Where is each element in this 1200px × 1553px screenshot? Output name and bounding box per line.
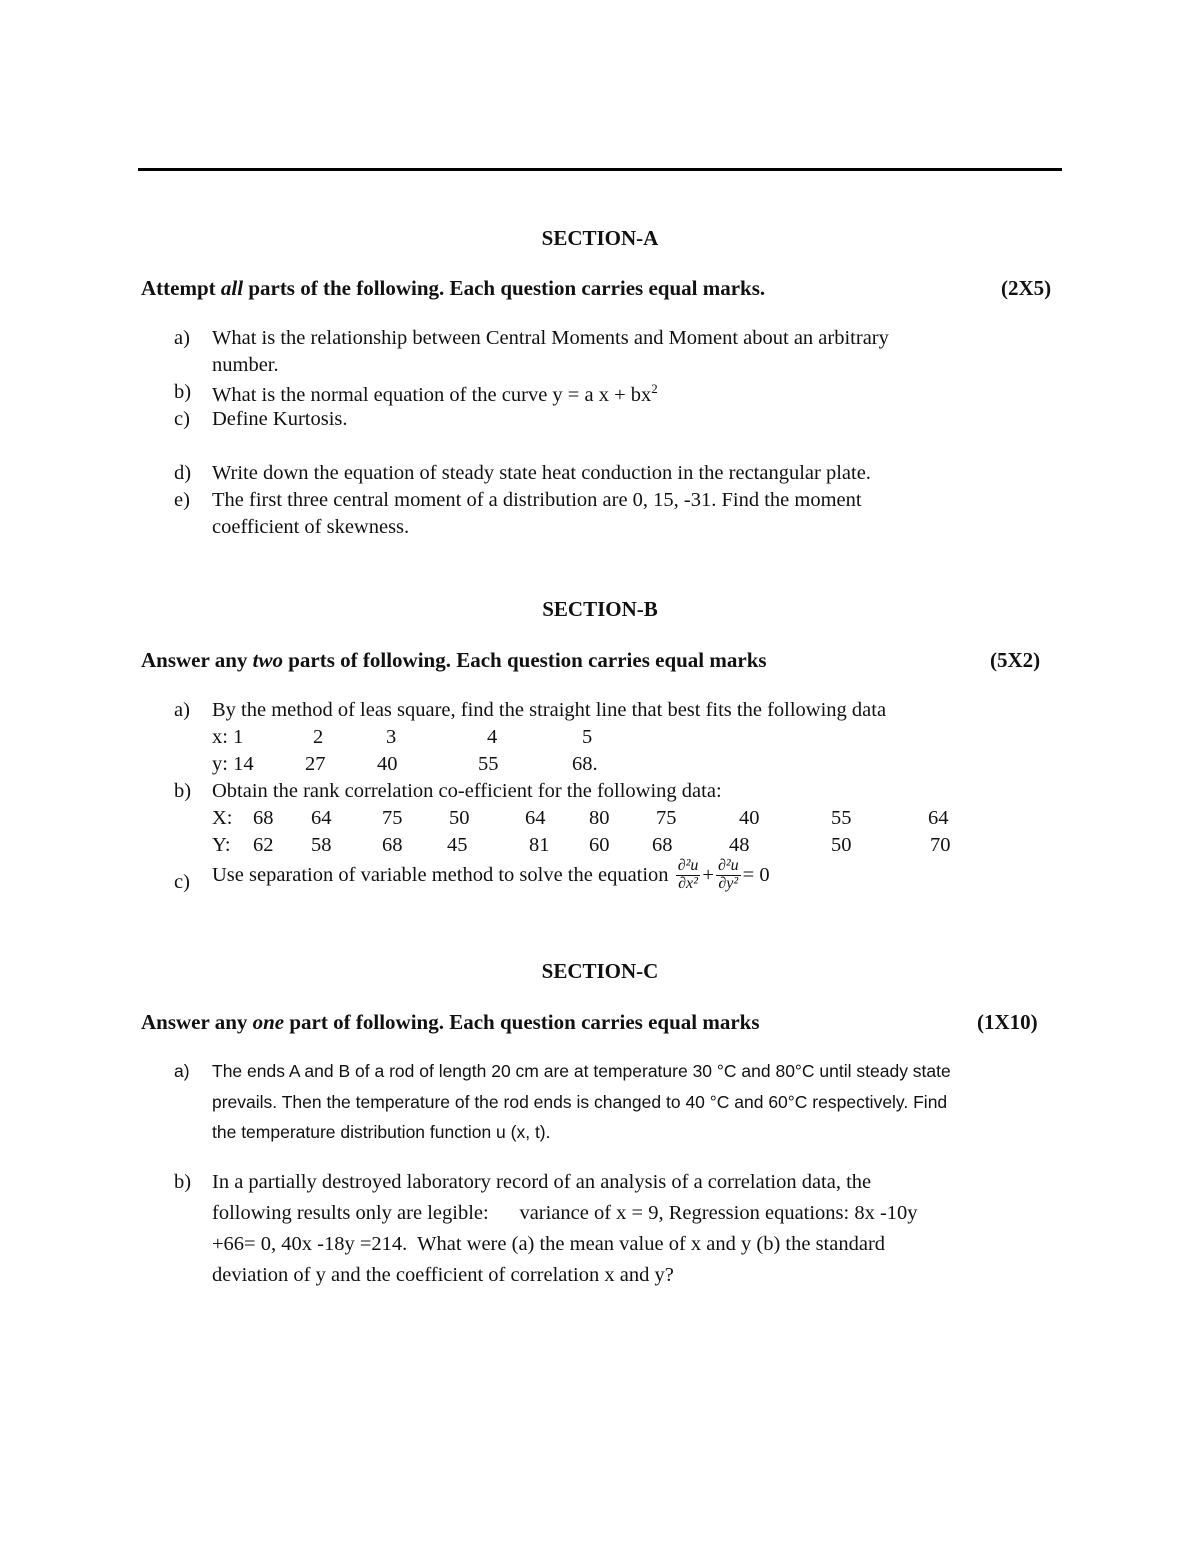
section-c-heading: SECTION-C bbox=[541, 959, 659, 983]
pde-fraction-x: $\frac{\text{∂²u}}{\text{∂x²}}$ bbox=[677, 857, 699, 892]
top-rule bbox=[138, 168, 1062, 171]
section-c-marks: (1X10) bbox=[977, 1010, 1038, 1034]
section-a-heading: SECTION-A bbox=[541, 226, 659, 250]
pde-fraction-y: $\frac{\text{∂²u}}{\text{∂y²}}$ bbox=[717, 857, 739, 892]
section-b-heading: SECTION-B bbox=[542, 597, 658, 621]
section-a-marks: (2X5) bbox=[1001, 276, 1052, 300]
section-b-instruction: Answer any two parts of following. Each question carries equal marks bbox=[141, 648, 767, 672]
section-c-instruction: Answer any one part of following. Each question carries equal marks bbox=[141, 1010, 760, 1034]
section-b-marks: (5X2) bbox=[990, 648, 1041, 672]
section-a-instruction: Attempt all parts of the following. Each question carries equal marks. bbox=[141, 276, 766, 300]
